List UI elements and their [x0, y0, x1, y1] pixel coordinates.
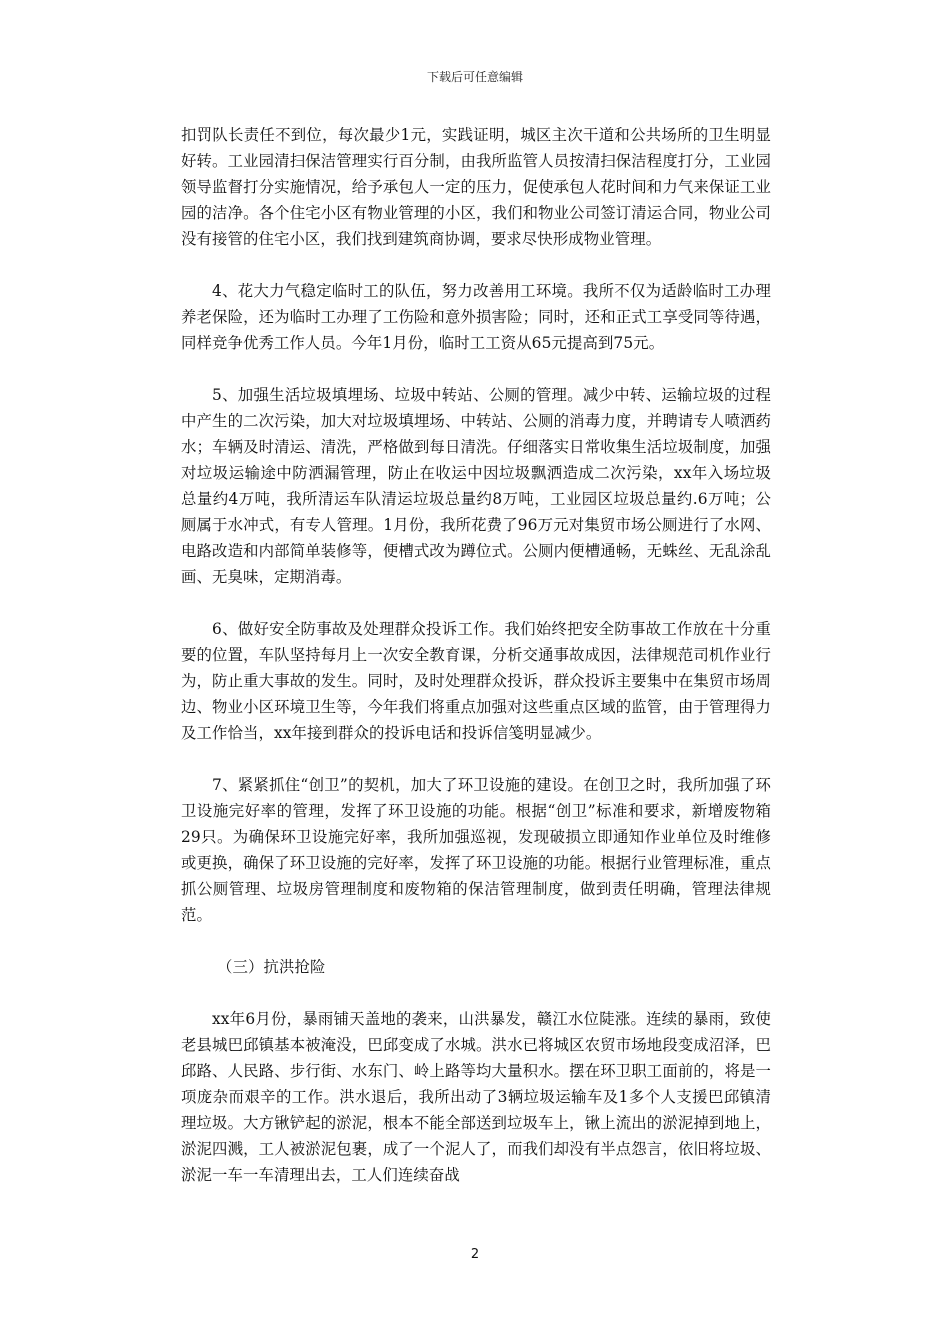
paragraph-item-6: 6、做好安全防事故及处理群众投诉工作。我们始终把安全防事故工作放在十分重要的位置，车队坚持每月上一次安全教育课，分析交通事故成因，法律规范司机作业行为，防止重大事故的发生。同时，及时处理群众投诉，群众投诉主要集中在集贸市场周边、物业小区环境卫生等，今年我们将重点加强对这些重点区域的监管，由于管理得力及工作恰当，xx年接到群众的投诉电话和投诉信笺明显减少。 — [181, 620, 771, 742]
paragraph-item-4: 4、花大力气稳定临时工的队伍，努力改善用工环境。我所不仅为适龄临时工办理养老保险，还为临时工办理了工伤险和意外损害险；同时，还和正式工享受同等待遇，同样竞争优秀工作人员。今年1月份，临时工工资从65元提高到75元。 — [181, 282, 771, 352]
document-body — [181, 122, 771, 1214]
page-number: 2 — [470, 1247, 480, 1262]
paragraph-item-7: 7、紧紧抓住“创卫”的契机，加大了环卫设施的建设。在创卫之时，我所加强了环卫设施完好率的管理，发挥了环卫设施的功能。根据“创卫”标准和要求，新增废物箱29只。为确保环卫设施完好率，我所加强巡视，发现破损立即通知作业单位及时维修或更换，确保了环卫设施的完好率，发挥了环卫设施的功能。根据行业管理标准，重点抓公厕管理、垃圾房管理制度和废物箱的保洁管理制度，做到责任明确，管理法律规范。 — [181, 776, 771, 924]
paragraph-continued: 扣罚队长责任不到位，每次最少1元，实践证明，城区主次干道和公共场所的卫生明显好转。工业园清扫保洁管理实行百分制，由我所监管人员按清扫保洁程度打分，工业园领导监督打分实施情况，给予承包人一定的压力，促使承包人花时间和力气来保证工业园的洁净。各个住宅小区有物业管理的小区，我们和物业公司签订清运合同，物业公司没有接管的住宅小区，我们找到建筑商协调，要求尽快形成物业管理。 — [181, 126, 771, 248]
paragraph-flood: xx年6月份，暴雨铺天盖地的袭来，山洪暴发，赣江水位陡涨。连续的暴雨，致使老县城巴邱镇基本被淹没，巴邱变成了水城。洪水已将城区农贸市场地段变成沼泽，巴邱路、人民路、步行街、水东门、岭上路等均大量积水。摆在环卫职工面前的，将是一项庞杂而艰辛的工作。洪水退后，我所出动了3辆垃圾运输车及1多个人支援巴邱镇清理垃圾。大方锹铲起的淤泥，根本不能全部送到垃圾车上，锹上流出的淤泥掉到地上，淤泥四溅，工人被淤泥包裹，成了一个泥人了，而我们却没有半点怨言，依旧将垃圾、淤泥一车一车清理出去，工人们连续奋战 — [181, 1010, 771, 1184]
page-header: 下载后可任意编辑 — [426, 70, 523, 84]
section-heading: （三）抗洪抢险 — [217, 958, 326, 976]
paragraph-item-5: 5、加强生活垃圾填埋场、垃圾中转站、公厕的管理。减少中转、运输垃圾的过程中产生的二次污染，加大对垃圾填埋场、中转站、公厕的消毒力度，并聘请专人喷洒药水；车辆及时清运、清洗，严格做到每日清洗。仔细落实日常收集生活垃圾制度，加强对垃圾运输途中防洒漏管理，防止在收运中因垃圾飘洒造成二次污染，xx年入场垃圾总量约4万吨，我所清运车队清运垃圾总量约8万吨，工业园区垃圾总量约.6万吨；公厕属于水冲式，有专人管理。1月份，我所花费了96万元对集贸市场公厕进行了水网、电路改造和内部简单装修等，便槽式改为蹲位式。公厕内便槽通畅，无蛛丝、无乱涂乱画、无臭味，定期消毒。 — [181, 386, 771, 586]
